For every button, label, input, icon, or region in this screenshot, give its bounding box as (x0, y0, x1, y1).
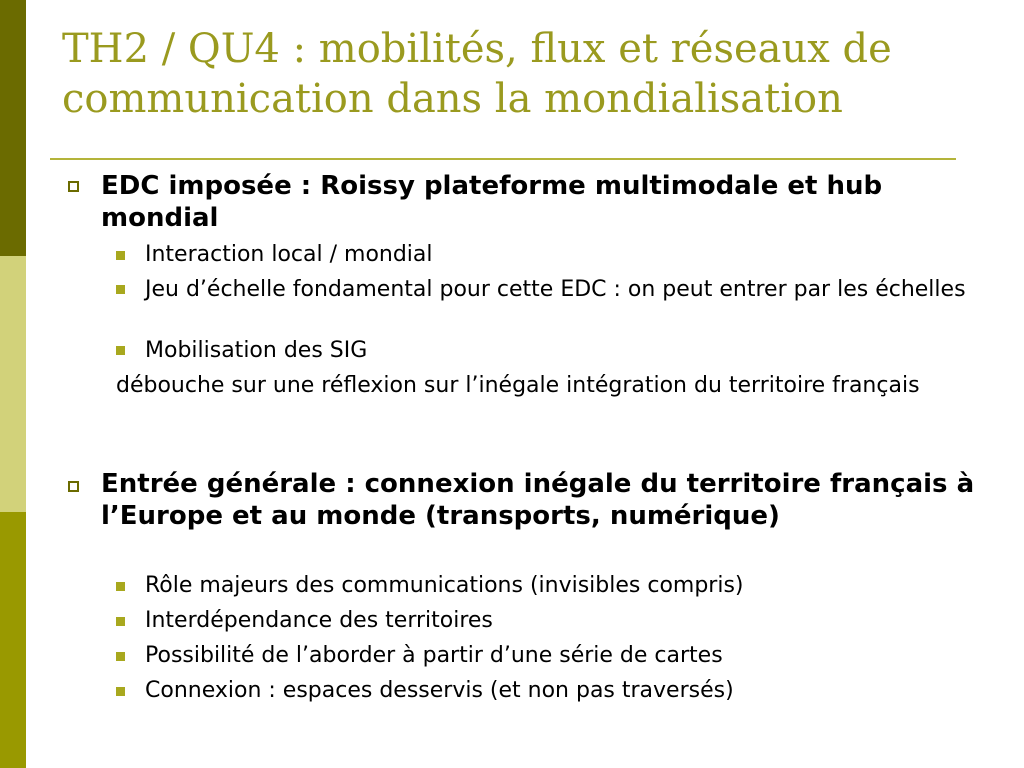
square-bullet-icon (116, 285, 125, 294)
square-bullet-icon (116, 251, 125, 260)
hollow-square-bullet-icon (68, 181, 79, 192)
list-item: Possibilité de l’aborder à partir d’une série de cartes (145, 643, 723, 668)
list-item: Interdépendance des territoires (145, 608, 493, 633)
square-bullet-icon (116, 346, 125, 355)
section-2-heading: Entrée générale : connexion inégale du territoire français à l’Europe et au monde (transports, numérique) (101, 469, 975, 531)
list-item: Rôle majeurs des communications (invisibles compris) (145, 573, 744, 598)
slide-title: TH2 / QU4 : mobilités, flux et réseaux de communication dans la mondialisation (62, 26, 892, 122)
square-bullet-icon (116, 652, 125, 661)
list-item: Mobilisation des SIG (145, 338, 368, 363)
square-bullet-icon (116, 617, 125, 626)
hollow-square-bullet-icon (68, 481, 79, 492)
list-item: Connexion : espaces desservis (et non pas traversés) (145, 678, 734, 703)
section-1-heading: EDC imposée : Roissy plateforme multimodale et hub mondial (101, 171, 883, 233)
list-item: Interaction local / mondial (145, 242, 433, 267)
section-1-note: débouche sur une réflexion sur l’inégale intégration du territoire français (116, 373, 920, 398)
list-item: Jeu d’échelle fondamental pour cette EDC : on peut entrer par les échelles (145, 277, 966, 302)
square-bullet-icon (116, 687, 125, 696)
square-bullet-icon (116, 582, 125, 591)
